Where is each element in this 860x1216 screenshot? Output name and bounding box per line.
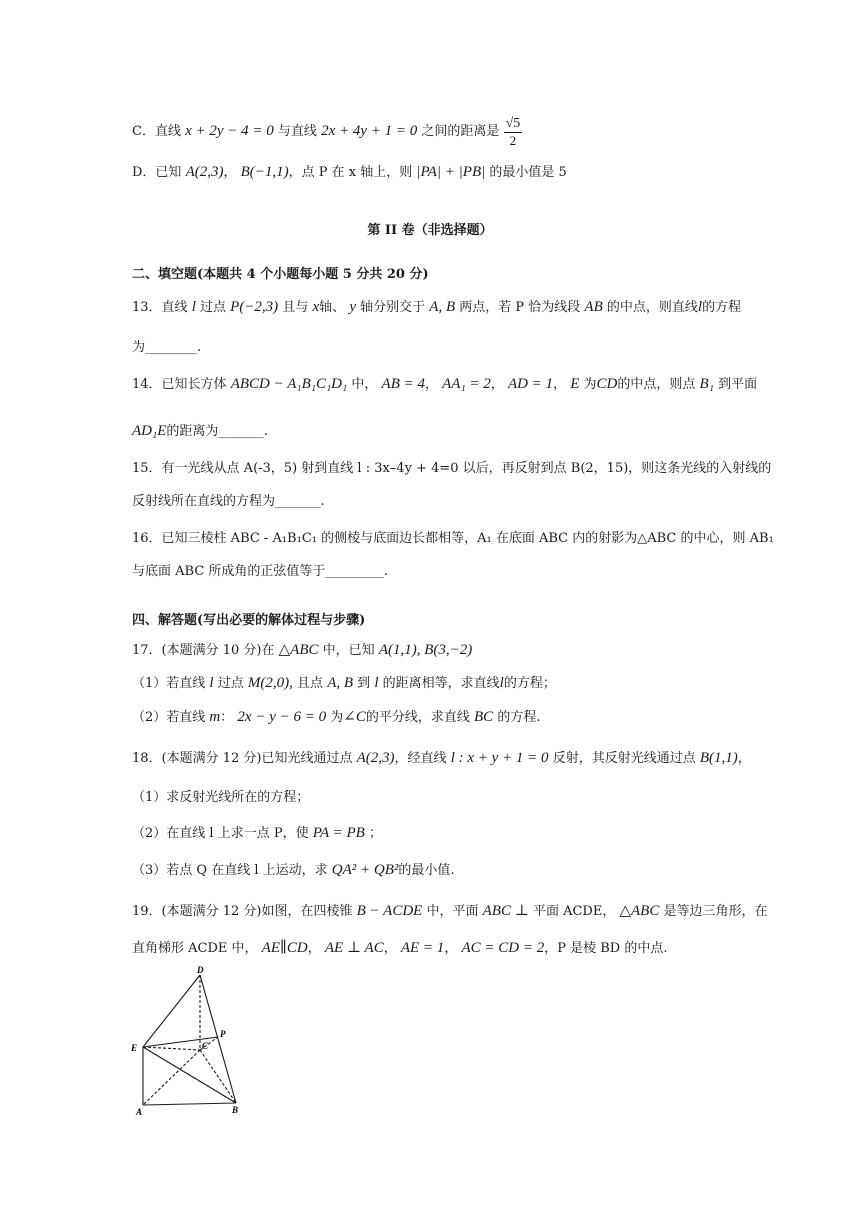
- text: 是等边三角形，在: [663, 904, 768, 919]
- relation: AE∥CD: [261, 940, 308, 956]
- plane: AD₁E: [132, 423, 167, 439]
- equation: AE = 1: [400, 940, 445, 956]
- question-14-cont: [132, 421, 268, 442]
- text: （3）若点 Q 在直线 l 上运动，求: [132, 863, 328, 878]
- symbol: l: [697, 299, 703, 315]
- fraction: [504, 115, 523, 148]
- text: ，: [737, 751, 751, 766]
- question-18-part-3: [132, 860, 455, 881]
- question-16-cont: 与底面 ABC 所成角的正弦值等于_________.: [132, 564, 389, 579]
- symbol: x: [312, 299, 320, 315]
- text: （1）若直线: [132, 676, 206, 691]
- edge-EC: [143, 1047, 200, 1050]
- point: B(1,1): [699, 750, 738, 766]
- text: 的平分线，求直线: [365, 710, 470, 725]
- text: ；: [368, 826, 382, 841]
- symbol: AB: [584, 299, 603, 315]
- question-17-part-2: [132, 707, 540, 728]
- text: （2）在直线 l 上求一点 P，使: [132, 826, 309, 841]
- text: 到: [357, 676, 371, 691]
- equation: AB = 4: [381, 376, 425, 392]
- label-E: E: [131, 1043, 138, 1053]
- text: 13．直线: [132, 300, 188, 315]
- equation: AC = CD = 2: [461, 940, 545, 956]
- symbol: ABC ⊥: [482, 903, 529, 919]
- edge-AB: [143, 1103, 236, 1105]
- symbol: CD: [596, 376, 618, 392]
- question-13: [132, 297, 741, 318]
- text: 过点: [217, 676, 244, 691]
- text: 中，: [351, 377, 378, 392]
- text: 两点，若 P 恰为线段: [459, 300, 581, 315]
- symbol: m: [209, 709, 221, 725]
- question-18: [132, 748, 751, 769]
- text: 为: [583, 377, 597, 392]
- text: ：: [220, 710, 234, 725]
- text: 轴分别交于: [360, 300, 426, 315]
- text: ，点 P 在 x 轴上，则: [288, 165, 413, 180]
- symbol: △ABC: [619, 903, 660, 919]
- option-d: D．已知 A(2,3)， B(−1,1)，点 P 在 x 轴上，则 |PA| + |PB| 的最小值是 5: [132, 164, 567, 180]
- text: 19．(本题满分 12 分)如图，在四棱锥: [132, 904, 353, 919]
- question-14: 14．已知长方体 ABCD − A₁B₁C₁D₁ 中， AB = 4， AA₁ = 2， AD = 1， E 为CD的中点，则点 B₁ 到平面: [132, 376, 758, 392]
- question-19: [132, 901, 768, 922]
- symbol: A, B: [327, 675, 354, 691]
- question-17-part-1: [132, 673, 556, 694]
- text: 为: [330, 710, 344, 725]
- label-B: B: [232, 1105, 239, 1115]
- equation: 2x − y − 6 = 0: [237, 709, 327, 725]
- solid: ABCD − A₁B₁C₁D₁: [230, 376, 348, 392]
- expression: QA² + QB²: [331, 862, 399, 878]
- question-15-cont: 反射线所在直线的方程为_______.: [132, 494, 325, 509]
- label-C: C: [202, 1041, 209, 1051]
- symbol: BC: [474, 709, 494, 725]
- equation: l : x + y + 1 = 0: [450, 750, 549, 766]
- text: 直角梯形 ACDE 中，: [132, 941, 258, 956]
- symbol: △ABC: [278, 642, 319, 658]
- question-18-part-1: （1）求反射光线所在的方程；: [132, 790, 310, 805]
- text: 平面 ACDE，: [532, 904, 616, 919]
- edge-CB: [200, 1050, 236, 1103]
- symbol: B₁: [699, 376, 714, 392]
- equation: AD = 1: [507, 376, 554, 392]
- equation: PA = PB: [312, 825, 365, 841]
- fraction-numerator: √5: [505, 116, 521, 131]
- points: A(1,1), B(3,−2): [378, 642, 473, 658]
- section-title: 第 II 卷（非选择题）: [367, 223, 493, 238]
- relation: AE ⊥ AC: [324, 940, 384, 956]
- text: 的距离为_______.: [166, 424, 269, 439]
- text: 14．已知长方体: [132, 377, 227, 392]
- question-17: [132, 640, 472, 661]
- text: 18．(本题满分 12 分)已知光线通过点: [132, 751, 353, 766]
- text: 的方程；: [503, 676, 556, 691]
- text: 17．(本题满分 10 分)在: [132, 643, 275, 658]
- question-18-part-2: [132, 823, 382, 844]
- label-P: P: [220, 1029, 226, 1039]
- text: 与直线: [277, 124, 317, 139]
- question-16: 16．已知三棱柱 ABC - A₁B₁C₁ 的侧棱与底面边长都相等，A₁ 在底面 ABC 内的射影为△ABC 的中心，则 AB₁: [132, 531, 774, 546]
- point: M(2,0),: [247, 675, 293, 691]
- text: 轴、: [319, 300, 346, 315]
- text: 且点: [297, 676, 324, 691]
- question-19-cont: 直角梯形 ACDE 中， AE∥CD， AE ⊥ AC， AE = 1， AC = CD = 2，P 是棱 BD 的中点.: [132, 940, 668, 956]
- text: 的方程.: [497, 710, 541, 725]
- text: 过点: [200, 300, 227, 315]
- point: B(−1,1): [240, 164, 289, 180]
- symbol: A, B: [429, 299, 456, 315]
- equation: AA₁ = 2: [442, 376, 491, 392]
- pyramid-figure: [128, 965, 258, 1115]
- option-c: [132, 115, 522, 148]
- label-D: D: [197, 965, 204, 975]
- expression: |PA| + |PB|: [416, 164, 486, 180]
- symbol: l: [191, 299, 196, 315]
- text: 中，平面: [426, 904, 479, 919]
- part-header: 四、解答题(写出必要的解体过程与步骤): [132, 613, 366, 628]
- symbol: l: [209, 675, 214, 691]
- edge-CA: [143, 1050, 200, 1105]
- fraction-denominator: 2: [509, 133, 517, 148]
- point: A(2,3): [356, 750, 395, 766]
- text: 的方程: [702, 300, 742, 315]
- text: 的最小值是 5: [489, 165, 567, 180]
- text: ，: [553, 377, 567, 392]
- equation: 2x + 4y + 1 = 0: [321, 123, 418, 139]
- question-13-cont: 为________.: [132, 340, 202, 355]
- text: 的最小值.: [398, 863, 455, 878]
- text: 之间的距离是: [421, 124, 500, 139]
- point: P(−2,3): [230, 299, 279, 315]
- text: 且与: [282, 300, 309, 315]
- text: 反射，其反射光线通过点: [552, 751, 696, 766]
- text: ，P 是棱 BD 的中点.: [544, 941, 668, 956]
- option-c-label: C．直线: [132, 124, 181, 139]
- symbol: l: [374, 675, 379, 691]
- text: 的距离相等，求直线: [382, 676, 500, 691]
- text: 的中点，则点: [617, 377, 696, 392]
- label-A: A: [136, 1107, 143, 1115]
- symbol: E: [570, 376, 580, 392]
- text: 的中点，则直线: [606, 300, 698, 315]
- solid: B − ACDE: [356, 903, 423, 919]
- part-header: 二、填空题(本题共 4 个小题每小题 5 分共 20 分): [132, 267, 429, 282]
- symbol: ∠C: [343, 709, 366, 725]
- edge-ED: [143, 975, 200, 1047]
- symbol: l: [499, 675, 504, 691]
- text: 中，已知: [322, 643, 375, 658]
- text: ，经直线: [394, 751, 447, 766]
- point: A(2,3): [185, 164, 224, 180]
- question-15: 15．有一光线从点 A(-3，5) 射到直线 l : 3x–4y + 4=0 以后，再反射到点 B(2，15)，则这条光线的入射线的: [132, 461, 772, 476]
- equation: x + 2y − 4 = 0: [185, 123, 274, 139]
- symbol: y: [349, 299, 356, 315]
- text: 到平面: [718, 377, 758, 392]
- option-d-label: D．已知: [132, 165, 182, 180]
- text: （2）若直线: [132, 710, 206, 725]
